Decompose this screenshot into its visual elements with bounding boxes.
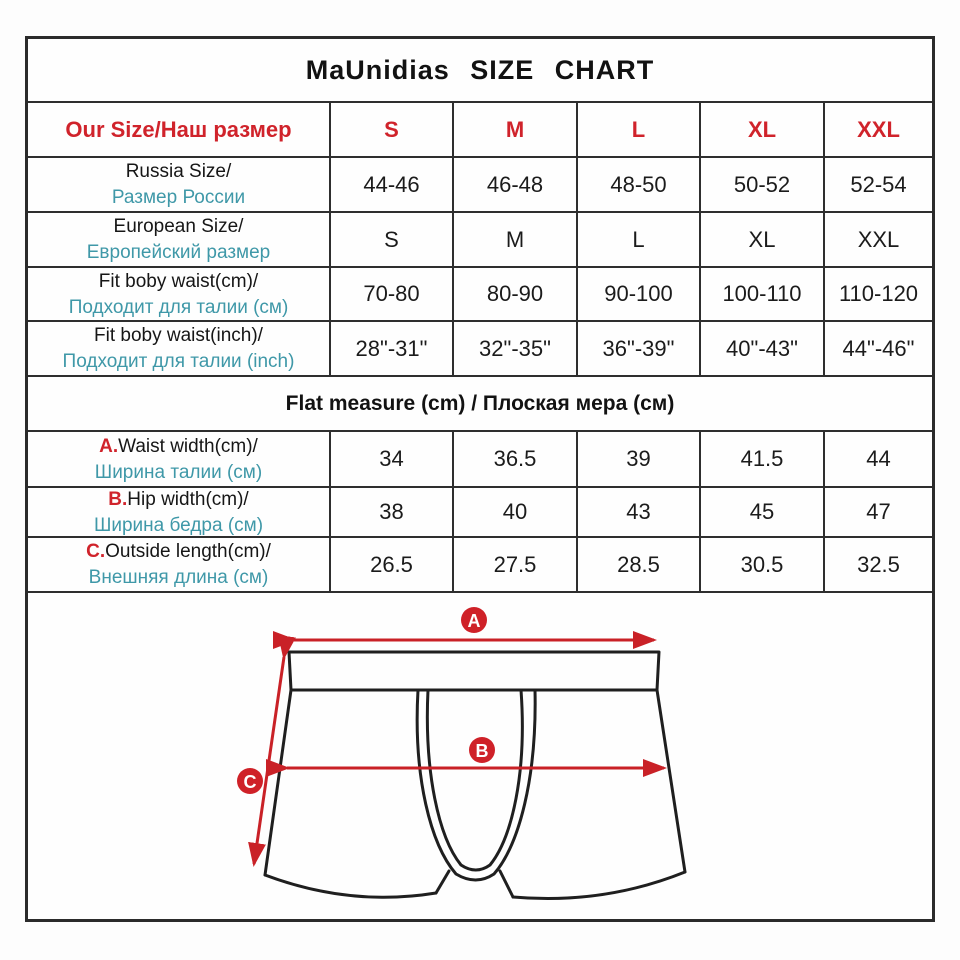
row-label [28,488,329,536]
badge-a-label: A [467,611,481,631]
measure-letter-c: C. [86,541,106,562]
size-value-cell: 41.5 [699,432,823,486]
table-row-waist-width [28,432,932,488]
right-crotch-flare [500,871,513,897]
size-value-cell: 48-50 [576,158,699,211]
row-label-en: Russia Size/ [125,161,232,182]
badge-b-label: B [475,741,489,761]
left-crotch-flare [436,871,449,893]
pouch-seam-inner [427,690,522,870]
table-row-european-size [28,213,932,268]
size-value-cell: 70-80 [329,268,452,320]
row-label-ru: Размер России [111,187,246,208]
size-value-cell: 32"-35" [452,322,576,375]
size-value-cell: 27.5 [452,538,576,591]
size-value-cell: 28"-31" [329,322,452,375]
row-label [28,158,329,211]
outside-length-arrow [254,657,284,864]
table-row-russia-size [28,158,932,213]
size-value-cell: 100-110 [699,268,823,320]
row-label-en: C.Outside length(cm)/ [86,541,271,562]
table-row-fit-waist-cm [28,268,932,322]
right-leg-outer-edge [657,690,685,872]
left-leg-outer-edge [265,690,291,875]
row-label-ru: Ширина бедра (см) [93,514,264,536]
size-value-cell: 38 [329,488,452,536]
measurement-diagram-area [28,593,932,919]
size-value-cell: XXL [823,213,932,266]
size-value-cell: 32.5 [823,538,932,591]
row-label-en: Fit boby waist(inch)/ [94,325,263,346]
size-value-cell: 36"-39" [576,322,699,375]
right-leg-hem [513,872,685,899]
column-header-size-xxl: XXL [823,103,932,156]
row-label-ru: Внешняя длина (см) [88,567,269,588]
page-title: MaUnidias SIZE CHART [305,54,655,85]
column-header-our-size: Our Size/Наш размер [65,116,292,142]
row-label [28,538,329,591]
title-row [28,39,932,103]
measure-letter-b: B. [108,488,128,510]
size-value-cell: 80-90 [452,268,576,320]
row-label-ru: Европейский размер [86,242,271,263]
row-label [28,322,329,375]
measurement-arrows [254,640,664,864]
size-value-cell: 46-48 [452,158,576,211]
column-header-size-m: M [452,103,576,156]
size-value-cell: 44 [823,432,932,486]
row-label-ru: Подходит для талии (inch) [62,351,295,372]
table-row-fit-waist-inch [28,322,932,377]
section-header-flat-measure [28,377,932,432]
row-label [28,213,329,266]
size-value-cell: 40 [452,488,576,536]
table-header-row [28,103,932,158]
row-label-en: Fit boby waist(cm)/ [98,270,259,292]
section-header-text: Flat measure (cm) / Плоская мера (см) [285,391,675,415]
waistband [289,652,659,690]
size-value-cell: 28.5 [576,538,699,591]
boxer-briefs-diagram [28,593,932,919]
table-row-hip-width [28,488,932,538]
size-value-cell: 44"-46" [823,322,932,375]
row-label [28,268,329,320]
size-value-cell: 39 [576,432,699,486]
measurement-badges [237,607,495,794]
size-value-cell: 26.5 [329,538,452,591]
size-value-cell: 44-46 [329,158,452,211]
size-value-cell: 34 [329,432,452,486]
size-value-cell: 36.5 [452,432,576,486]
column-header-size-s: S [329,103,452,156]
size-value-cell: 50-52 [699,158,823,211]
measure-letter-a: A. [99,435,119,457]
row-label-ru: Подходит для талии (см) [68,296,289,318]
size-value-cell: M [452,213,576,266]
row-label-ru: Ширина талии (см) [94,461,263,483]
size-value-cell: L [576,213,699,266]
size-value-cell: 30.5 [699,538,823,591]
size-value-cell: 45 [699,488,823,536]
row-label-en: European Size/ [113,216,244,237]
size-value-cell: 52-54 [823,158,932,211]
row-label-en: A.Waist width(cm)/ [99,435,258,457]
row-label [28,432,329,486]
size-value-cell: 43 [576,488,699,536]
size-value-cell: XL [699,213,823,266]
row-label-en: B.Hip width(cm)/ [108,488,249,510]
size-chart-frame [25,36,935,922]
size-value-cell: 90-100 [576,268,699,320]
column-header-size-xl: XL [699,103,823,156]
size-value-cell: 40"-43" [699,322,823,375]
size-value-cell: 47 [823,488,932,536]
size-value-cell: 110-120 [823,268,932,320]
left-leg-hem [265,875,436,897]
table-row-outside-length [28,538,932,593]
badge-c-label: C [243,772,257,792]
column-header-size-l: L [576,103,699,156]
size-value-cell: S [329,213,452,266]
boxer-outline [265,652,685,899]
